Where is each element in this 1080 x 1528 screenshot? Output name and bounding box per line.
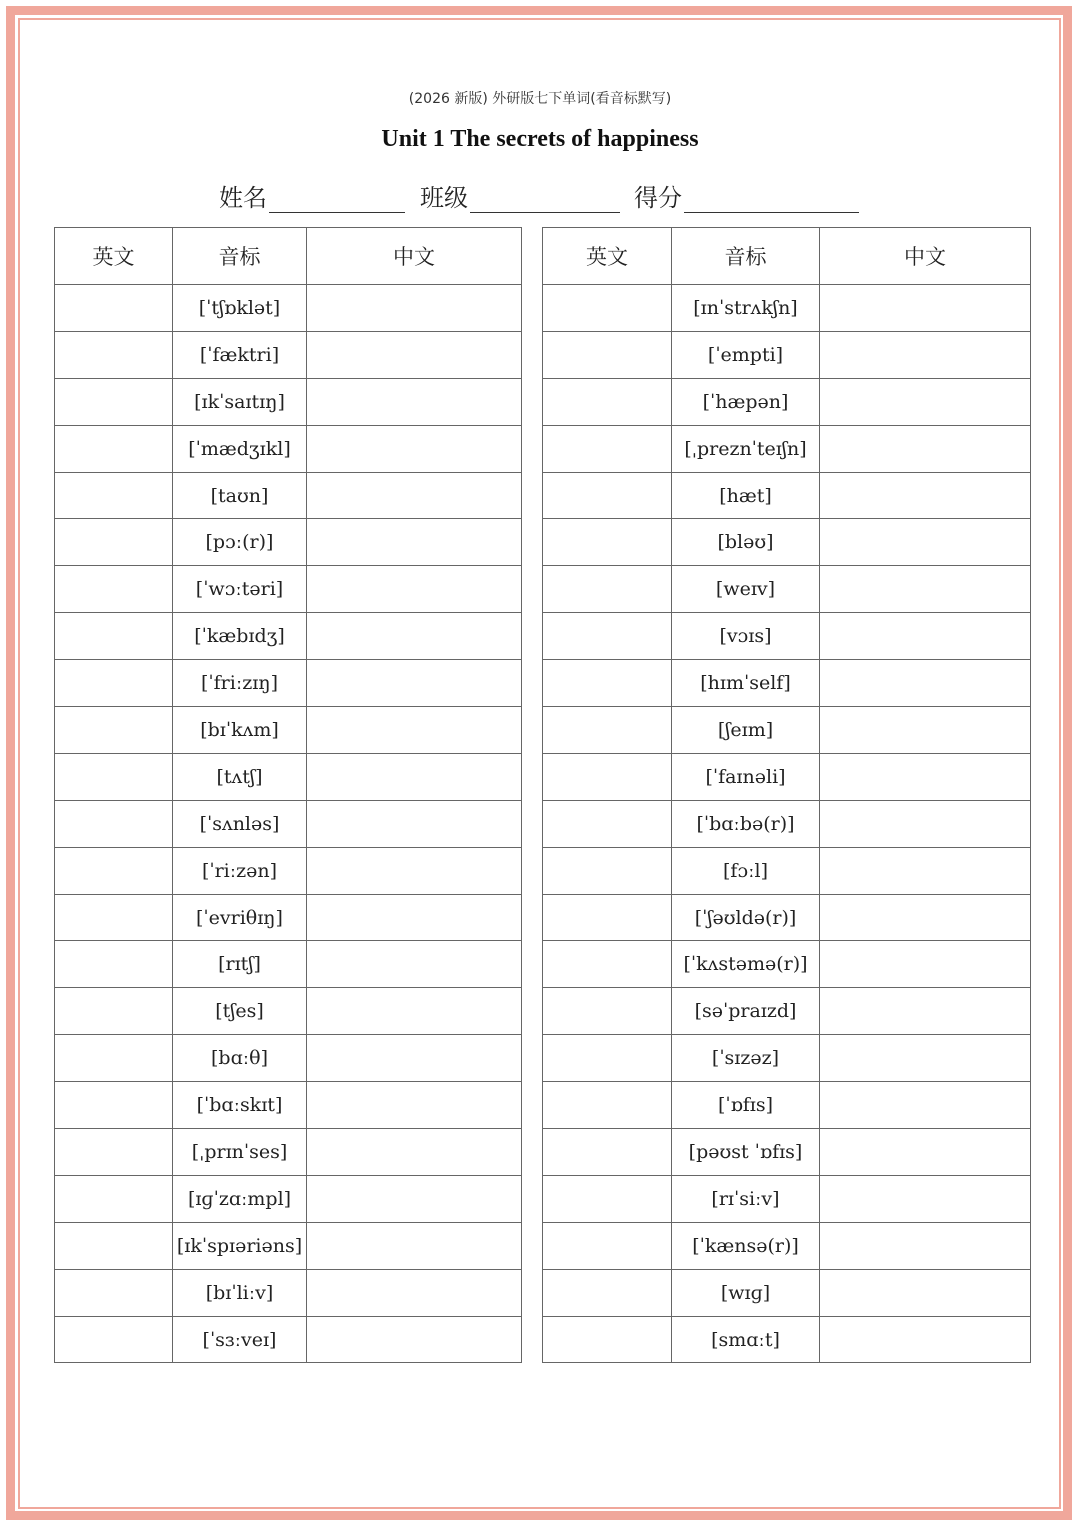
table-row (55, 1082, 522, 1129)
header-chinese: 中文 (307, 228, 522, 285)
table-row (543, 425, 1031, 472)
chinese-answer-cell[interactable] (820, 378, 1031, 425)
chinese-answer-cell[interactable] (307, 941, 522, 988)
english-answer-cell[interactable] (55, 425, 173, 472)
chinese-answer-cell[interactable] (307, 1316, 522, 1363)
phonetic-cell: [pɔː(r)] (173, 519, 307, 566)
table-row (543, 1222, 1031, 1269)
phonetic-cell: [ɪkˈspɪəriəns] (173, 1222, 307, 1269)
chinese-answer-cell[interactable] (820, 660, 1031, 707)
phonetic-cell: [ˈkʌstəmə(r)] (672, 941, 820, 988)
name-field[interactable] (219, 178, 405, 213)
chinese-answer-cell[interactable] (307, 847, 522, 894)
table-row (55, 800, 522, 847)
chinese-answer-cell[interactable] (820, 285, 1031, 332)
chinese-answer-cell[interactable] (307, 425, 522, 472)
chinese-answer-cell[interactable] (307, 988, 522, 1035)
chinese-answer-cell[interactable] (820, 1129, 1031, 1176)
english-answer-cell[interactable] (543, 894, 672, 941)
header-english: 英文 (543, 228, 672, 285)
chinese-answer-cell[interactable] (307, 1222, 522, 1269)
phonetic-cell: [tʃes] (173, 988, 307, 1035)
chinese-answer-cell[interactable] (820, 331, 1031, 378)
english-answer-cell[interactable] (55, 753, 173, 800)
table-row (55, 988, 522, 1035)
phonetic-cell: [ˈsɪzəz] (672, 1035, 820, 1082)
english-answer-cell[interactable] (543, 1316, 672, 1363)
phonetic-cell: [rɪtʃ] (173, 941, 307, 988)
chinese-answer-cell[interactable] (307, 1082, 522, 1129)
english-answer-cell[interactable] (55, 707, 173, 754)
table-row (55, 1035, 522, 1082)
english-answer-cell[interactable] (55, 988, 173, 1035)
chinese-answer-cell[interactable] (820, 519, 1031, 566)
phonetic-cell: [ˈfriːzɪŋ] (173, 660, 307, 707)
phonetic-cell: [ˈbɑːskɪt] (173, 1082, 307, 1129)
phonetic-cell: [ˌpreznˈteɪʃn] (672, 425, 820, 472)
chinese-answer-cell[interactable] (307, 331, 522, 378)
english-answer-cell[interactable] (543, 331, 672, 378)
chinese-answer-cell[interactable] (820, 753, 1031, 800)
phonetic-cell: [bləʊ] (672, 519, 820, 566)
phonetic-cell: [vɔɪs] (672, 613, 820, 660)
table-row (55, 378, 522, 425)
table-row (543, 1129, 1031, 1176)
header-chinese: 中文 (820, 228, 1031, 285)
phonetic-cell: [wɪɡ] (672, 1269, 820, 1316)
chinese-answer-cell[interactable] (820, 894, 1031, 941)
table-row (55, 753, 522, 800)
chinese-answer-cell[interactable] (307, 894, 522, 941)
chinese-answer-cell[interactable] (820, 1035, 1031, 1082)
chinese-answer-cell[interactable] (820, 1316, 1031, 1363)
chinese-answer-cell[interactable] (820, 1082, 1031, 1129)
chinese-answer-cell[interactable] (307, 1269, 522, 1316)
chinese-answer-cell[interactable] (307, 707, 522, 754)
table-row (543, 847, 1031, 894)
english-answer-cell[interactable] (543, 1222, 672, 1269)
phonetic-cell: [ˈempti] (672, 331, 820, 378)
english-answer-cell[interactable] (543, 1129, 672, 1176)
table-row (55, 613, 522, 660)
chinese-answer-cell[interactable] (307, 753, 522, 800)
phonetic-cell: [hɪmˈself] (672, 660, 820, 707)
phonetic-cell: [smɑːt] (672, 1316, 820, 1363)
english-answer-cell[interactable] (543, 800, 672, 847)
english-answer-cell[interactable] (55, 613, 173, 660)
phonetic-cell: [pəʊst ˈɒfɪs] (672, 1129, 820, 1176)
phonetic-cell: [tʌtʃ] (173, 753, 307, 800)
english-answer-cell[interactable] (543, 566, 672, 613)
english-answer-cell[interactable] (543, 1269, 672, 1316)
english-answer-cell[interactable] (543, 707, 672, 754)
english-answer-cell[interactable] (543, 378, 672, 425)
chinese-answer-cell[interactable] (820, 1222, 1031, 1269)
phonetic-cell: [bɑːθ] (173, 1035, 307, 1082)
class-field[interactable] (420, 178, 620, 213)
english-answer-cell[interactable] (55, 660, 173, 707)
chinese-answer-cell[interactable] (307, 1175, 522, 1222)
english-answer-cell[interactable] (543, 519, 672, 566)
vocab-table-right (542, 227, 1031, 1363)
table-row (55, 1316, 522, 1363)
table-row (55, 894, 522, 941)
phonetic-cell: [bɪˈliːv] (173, 1269, 307, 1316)
table-row (543, 1175, 1031, 1222)
table-row (543, 707, 1031, 754)
chinese-answer-cell[interactable] (307, 378, 522, 425)
table-row (55, 941, 522, 988)
english-answer-cell[interactable] (55, 1316, 173, 1363)
english-answer-cell[interactable] (55, 847, 173, 894)
table-header-row (55, 228, 522, 285)
table-row (543, 331, 1031, 378)
phonetic-cell: [bɪˈkʌm] (173, 707, 307, 754)
table-row (543, 613, 1031, 660)
chinese-answer-cell[interactable] (820, 800, 1031, 847)
english-answer-cell[interactable] (543, 847, 672, 894)
vocab-table-left (54, 227, 522, 1363)
name-blank-line[interactable] (269, 184, 405, 213)
table-header-row (543, 228, 1031, 285)
unit-title: Unit 1 The secrets of happiness (381, 126, 699, 152)
english-answer-cell[interactable] (543, 753, 672, 800)
table-row (55, 660, 522, 707)
english-answer-cell[interactable] (543, 988, 672, 1035)
table-row (55, 1129, 522, 1176)
table-row (543, 1082, 1031, 1129)
table-row (543, 378, 1031, 425)
english-answer-cell[interactable] (543, 1175, 672, 1222)
class-label: 班级 (420, 184, 468, 212)
phonetic-cell: [ˈʃəʊldə(r)] (672, 894, 820, 941)
phonetic-cell: [rɪˈsiːv] (672, 1175, 820, 1222)
table-row (543, 753, 1031, 800)
score-blank-line[interactable] (684, 184, 859, 213)
chinese-answer-cell[interactable] (307, 660, 522, 707)
chinese-answer-cell[interactable] (307, 1129, 522, 1176)
table-row (543, 1035, 1031, 1082)
phonetic-cell: [hæt] (672, 472, 820, 519)
student-info-row (0, 178, 1080, 214)
phonetic-cell: [ˌprɪnˈses] (173, 1129, 307, 1176)
phonetic-cell: [ˈkænsə(r)] (672, 1222, 820, 1269)
table-row (543, 894, 1031, 941)
phonetic-cell: [səˈpraɪzd] (672, 988, 820, 1035)
chinese-answer-cell[interactable] (307, 800, 522, 847)
english-answer-cell[interactable] (543, 941, 672, 988)
table-row (543, 519, 1031, 566)
table-row (55, 566, 522, 613)
table-row (55, 425, 522, 472)
english-answer-cell[interactable] (55, 285, 173, 332)
chinese-answer-cell[interactable] (307, 472, 522, 519)
table-row (55, 1222, 522, 1269)
table-row (55, 519, 522, 566)
chinese-answer-cell[interactable] (820, 988, 1031, 1035)
chinese-answer-cell[interactable] (307, 613, 522, 660)
english-answer-cell[interactable] (55, 1129, 173, 1176)
phonetic-cell: [ˈevriθɪŋ] (173, 894, 307, 941)
table-row (55, 1269, 522, 1316)
english-answer-cell[interactable] (55, 894, 173, 941)
class-blank-line[interactable] (470, 184, 620, 213)
phonetic-cell: [ɪɡˈzɑːmpl] (173, 1175, 307, 1222)
chinese-answer-cell[interactable] (820, 1269, 1031, 1316)
table-row (55, 1175, 522, 1222)
table-row (55, 331, 522, 378)
header-phonetic: 音标 (173, 228, 307, 285)
phonetic-cell: [ˈtʃɒklət] (173, 285, 307, 332)
phonetic-cell: [ɪnˈstrʌkʃn] (672, 285, 820, 332)
table-row (543, 472, 1031, 519)
phonetic-cell: [taʊn] (173, 472, 307, 519)
table-row (543, 941, 1031, 988)
chinese-answer-cell[interactable] (820, 1175, 1031, 1222)
english-answer-cell[interactable] (543, 425, 672, 472)
phonetic-cell: [ˈfaɪnəli] (672, 753, 820, 800)
worksheet-series-label: (2026 新版) 外研版七下单词(看音标默写) (408, 91, 672, 107)
name-label: 姓名 (219, 184, 267, 212)
chinese-answer-cell[interactable] (307, 519, 522, 566)
phonetic-cell: [weɪv] (672, 566, 820, 613)
chinese-answer-cell[interactable] (820, 613, 1031, 660)
english-answer-cell[interactable] (543, 1035, 672, 1082)
score-label: 得分 (634, 184, 682, 212)
english-answer-cell[interactable] (55, 566, 173, 613)
english-answer-cell[interactable] (55, 1082, 173, 1129)
phonetic-cell: [fɔːl] (672, 847, 820, 894)
english-answer-cell[interactable] (55, 472, 173, 519)
table-row (55, 707, 522, 754)
english-answer-cell[interactable] (543, 472, 672, 519)
english-answer-cell[interactable] (55, 1035, 173, 1082)
table-row (543, 1269, 1031, 1316)
english-answer-cell[interactable] (55, 1269, 173, 1316)
phonetic-cell: [ˈfæktri] (173, 331, 307, 378)
english-answer-cell[interactable] (55, 941, 173, 988)
phonetic-cell: [ˈriːzən] (173, 847, 307, 894)
english-answer-cell[interactable] (55, 1222, 173, 1269)
english-answer-cell[interactable] (55, 378, 173, 425)
phonetic-cell: [ʃeɪm] (672, 707, 820, 754)
chinese-answer-cell[interactable] (307, 1035, 522, 1082)
chinese-answer-cell[interactable] (820, 472, 1031, 519)
chinese-answer-cell[interactable] (820, 941, 1031, 988)
chinese-answer-cell[interactable] (820, 847, 1031, 894)
english-answer-cell[interactable] (543, 613, 672, 660)
table-row (543, 285, 1031, 332)
chinese-answer-cell[interactable] (307, 285, 522, 332)
phonetic-cell: [ˈsʌnləs] (173, 800, 307, 847)
phonetic-cell: [ˈbɑːbə(r)] (672, 800, 820, 847)
table-row (543, 1316, 1031, 1363)
phonetic-cell: [ˈhæpən] (672, 378, 820, 425)
english-answer-cell[interactable] (55, 331, 173, 378)
chinese-answer-cell[interactable] (820, 566, 1031, 613)
table-row (55, 285, 522, 332)
chinese-answer-cell[interactable] (307, 566, 522, 613)
score-field[interactable] (634, 178, 859, 213)
chinese-answer-cell[interactable] (820, 425, 1031, 472)
table-row (55, 472, 522, 519)
table-row (543, 566, 1031, 613)
table-row (543, 660, 1031, 707)
header-english: 英文 (55, 228, 173, 285)
english-answer-cell[interactable] (55, 800, 173, 847)
table-row (543, 800, 1031, 847)
english-answer-cell[interactable] (55, 519, 173, 566)
phonetic-cell: [ˈwɔːtəri] (173, 566, 307, 613)
phonetic-cell: [ˈɒfɪs] (672, 1082, 820, 1129)
english-answer-cell[interactable] (543, 1082, 672, 1129)
english-answer-cell[interactable] (543, 285, 672, 332)
phonetic-cell: [ˈsɜːveɪ] (173, 1316, 307, 1363)
chinese-answer-cell[interactable] (820, 707, 1031, 754)
phonetic-cell: [ɪkˈsaɪtɪŋ] (173, 378, 307, 425)
phonetic-cell: [ˈkæbɪdʒ] (173, 613, 307, 660)
table-row (543, 988, 1031, 1035)
header-phonetic: 音标 (672, 228, 820, 285)
phonetic-cell: [ˈmædʒɪkl] (173, 425, 307, 472)
table-row (55, 847, 522, 894)
english-answer-cell[interactable] (543, 660, 672, 707)
english-answer-cell[interactable] (55, 1175, 173, 1222)
